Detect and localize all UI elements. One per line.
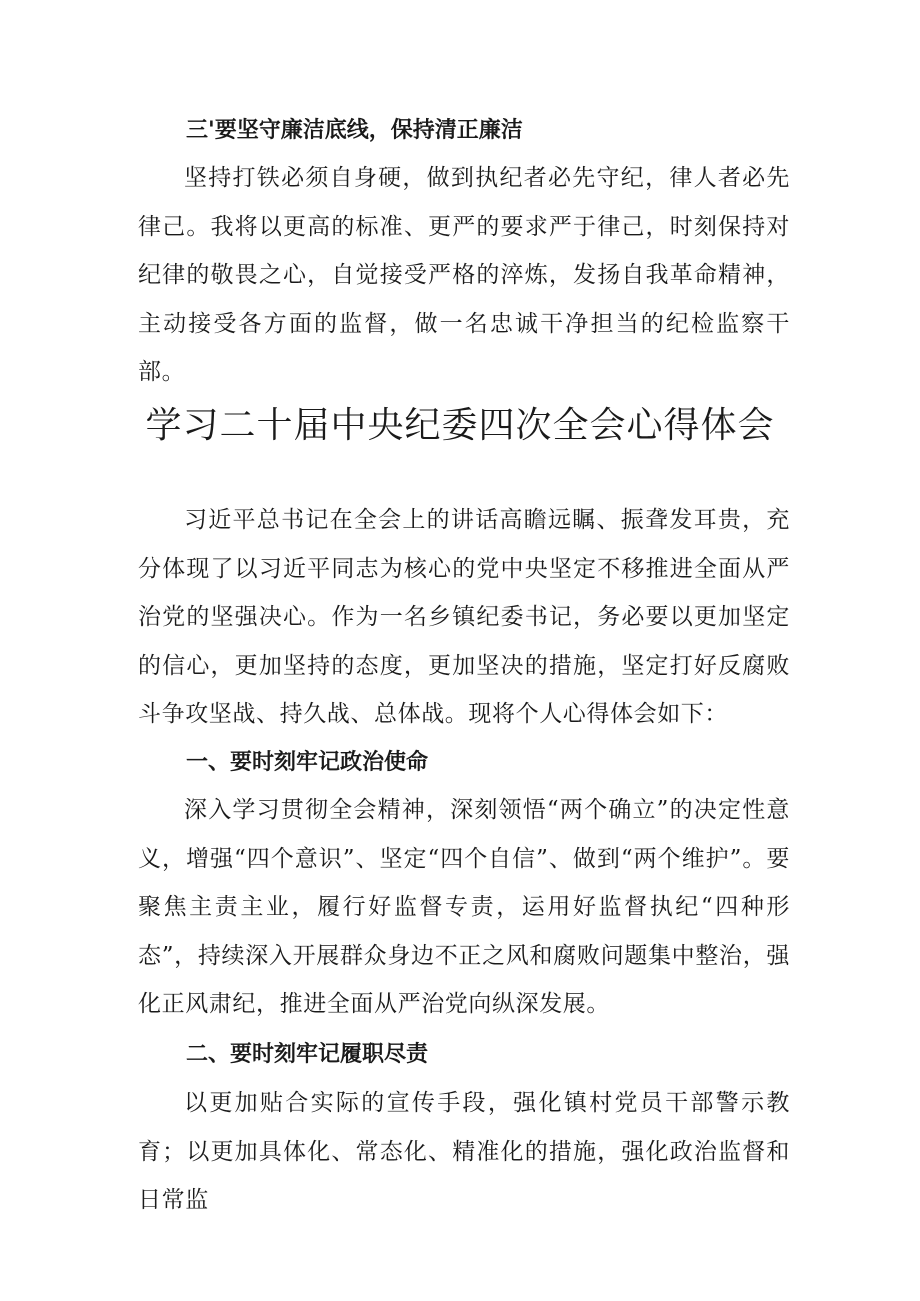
section-two-paragraph: 以更加贴合实际的宣传手段，强化镇村党员干部警示教育；以更加具体化、常态化、精准化的措施，强化政治监督和日常监 [138, 1090, 790, 1213]
section-three-paragraph: 坚持打铁必须自身硬，做到执纪者必先守纪，律人者必先律己。我将以更高的标准、更严的要求严于律己，时刻保持对纪律的敬畏之心，自觉接受严格的淬炼，发扬自我革命精神，主动接受各方面的监督，做一名忠诚干净担当的纪检监察干部。 [138, 165, 790, 385]
section-one-heading: 一、要时刻牢记政治使命 [186, 750, 429, 775]
section-two-heading: 二、要时刻牢记履职尽责 [186, 1042, 429, 1067]
section-three-heading: 三'要坚守廉洁底线，保持清正廉洁 [186, 118, 523, 143]
article-title: 学习二十届中央纪委四次全会心得体会 [145, 405, 775, 446]
intro-paragraph: 习近平总书记在全会上的讲话高瞻远瞩、振聋发耳贵，充分体现了以习近平同志为核心的党中央坚定不移推进全面从严治党的坚强决心。作为一名乡镇纪委书记，务必要以更加坚定的信心，更加坚持的态度，更加坚决的措施，坚定打好反腐败斗争攻坚战、持久战、总体战。现将个人心得体会如下： [138, 507, 790, 727]
section-one-paragraph: 深入学习贯彻全会精神，深刻领悟“两个确立”的决定性意义，增强“四个意识”、坚定“四个自信”、做到“两个维护”。要聚焦主责主业，履行好监督专责，运用好监督执纪“四种形态”，持续深入开展群众身边不正之风和腐败问题集中整治，强化正风肃纪，推进全面从严治党向纵深发展。 [138, 797, 790, 1017]
